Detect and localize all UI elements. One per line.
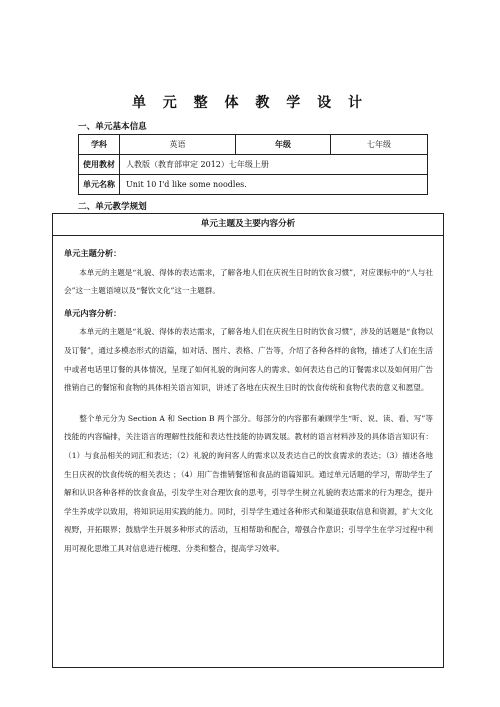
- textbook-value: 人教版（教育部审定 2012）七年级上册: [120, 155, 428, 175]
- table-row: [79, 155, 428, 175]
- theme-analysis-heading: 单元主题分析：: [64, 248, 122, 258]
- grade-label: 年级: [236, 135, 331, 155]
- table-row: [79, 175, 428, 195]
- content-analysis-heading: 单元内容分析：: [64, 307, 122, 318]
- analysis-panel-title: 单元主题及主要内容分析: [53, 214, 443, 236]
- section-heading-teaching-plan: 二、单元教学规划: [78, 202, 147, 212]
- theme-analysis-text: 本单元的主题是“礼貌、得体的表达需求，了解各地人们在庆祝生日时的饮食习惯”，对应课标中的“人与社会”这一主题语境以及“餐饮文化”这一主题群。: [64, 267, 433, 296]
- unit-name-value: Unit 10 I'd like some noodles.: [120, 175, 428, 195]
- subject-value: 英语: [120, 135, 236, 155]
- analysis-panel-body: [53, 236, 443, 559]
- content-analysis-paragraph-2: 整个单元分为 Section A 和 Section B 两个部分。每部分的内容都有兼顾学生“听、说、读、看、写”等技能的内容编排，关注语言的理解性技能和表达性技能的协调发展。教材的语言材料涉及的具体语言知识有：（1）与食品相关的词汇和表达；（2）礼貌的询问客人的需求以及表达自己的饮食需求的表达；（3）描述各地生日庆祝的饮食传统的相关表达 ；（4）用广告推销餐馆和食品的语篇知识。通过单元话题的学习，帮助学生了解和认识各种各样的饮食食品，引发学生对合理饮食的思考，引导学生树立礼貌的表达需求的行为理念，提升学生养成学以致用，将知识运用实践的能力。同时，引导学生通过各种形式和渠道获取信息和资源，扩大文化视野，开拓眼界；鼓励学生开展多种形式的活动，互相帮助和配合，增强合作意识；引导学生在学习过程中利用可视化思维工具对信息进行梳理、分类和整合，提高学习效率。: [64, 413, 433, 553]
- analysis-panel: [52, 213, 444, 668]
- grade-value: 七年级: [331, 135, 428, 155]
- unit-name-label: 单元名称: [79, 175, 120, 195]
- basic-info-table: [78, 134, 428, 195]
- table-row: [79, 135, 428, 155]
- document-title: 单 元 整 体 教 学 设 计: [131, 95, 369, 111]
- section-heading-basic-info: 一、单元基本信息: [78, 122, 147, 132]
- subject-label: 学科: [79, 135, 120, 155]
- textbook-label: 使用教材: [79, 155, 120, 175]
- content-analysis-paragraph-1: 本单元的主题是“礼貌、得体的表达需求，了解各地人们在庆祝生日时的饮食习惯”，涉及的话题是“食物以及订餐”，通过多模态形式的语篇，如对话、图片、表格、广告等，介绍了各种各样的食物，描述了人们在生活中或者电话里订餐的具体情况，呈现了如何礼貌的询问客人的需求、如何表达自己的订餐需求以及如何用广告推销自己的餐馆和食物的具体相关语言知识，讲述了各地在庆祝生日时的饮食传统和食物代表的意义和愿望。: [64, 327, 433, 393]
